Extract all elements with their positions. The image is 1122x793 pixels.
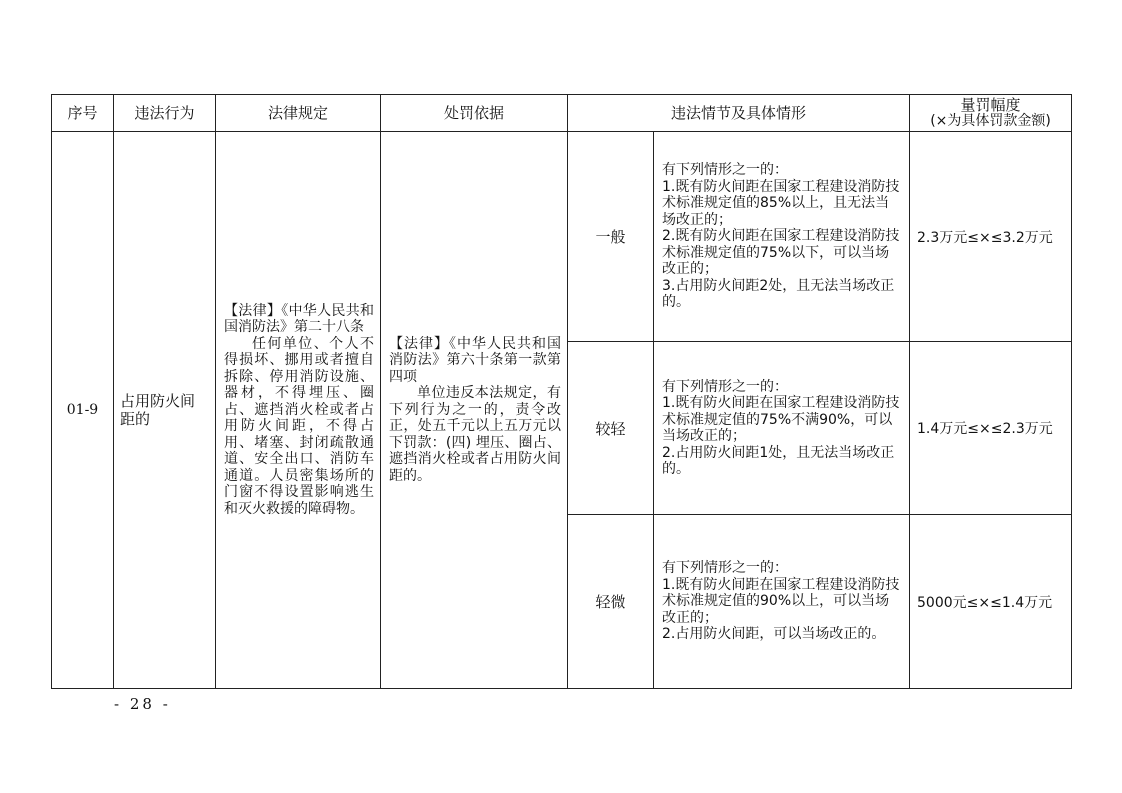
level-label: 一般 xyxy=(568,132,654,342)
header-act: 违法行为 xyxy=(114,95,216,132)
law-body: 任何单位、个人不得损坏、挪用或者擅自拆除、停用消防设施、器材，不得埋压、圈占、遮挡消火栓或者占用防火间距，不得占用、堵塞、封闭疏散通道、安全出口、消防车通道。人员密集场所的门窗不得设置影响逃生和灭火救援的障碍物。 xyxy=(224,335,374,517)
table-row xyxy=(52,132,1072,342)
header-basis: 处罚依据 xyxy=(381,95,568,132)
level-label: 较轻 xyxy=(568,342,654,515)
header-circumstances: 违法情节及具体情形 xyxy=(568,95,910,132)
header-law: 法律规定 xyxy=(216,95,381,132)
detail-line: 1.既有防火间距在国家工程建设消防技术标准规定值的85%以上，且无法当场改正的； xyxy=(662,178,900,228)
fine-amount: 5000元≤×≤1.4万元 xyxy=(910,515,1072,689)
record-act: 占用防火间距的 xyxy=(114,132,216,689)
level-label: 轻微 xyxy=(568,515,654,689)
header-range-note: (×为具体罚款金额) xyxy=(930,113,1051,129)
record-basis xyxy=(381,132,568,689)
detail-line: 2.占用防火间距1处，且无法当场改正的。 xyxy=(662,444,895,477)
header-range xyxy=(910,95,1072,132)
level-detail xyxy=(654,132,910,342)
fine-amount: 2.3万元≤×≤3.2万元 xyxy=(910,132,1072,342)
detail-line: 3.占用防火间距2处，且无法当场改正的。 xyxy=(662,277,895,311)
record-code: 01-9 xyxy=(52,132,114,689)
detail-line: 有下列情形之一的： xyxy=(662,162,788,179)
detail-line: 2.占用防火间距，可以当场改正的。 xyxy=(662,626,886,643)
detail-line: 有下列情形之一的： xyxy=(662,560,788,577)
page-number: - 28 - xyxy=(114,695,171,713)
header-seq: 序号 xyxy=(52,95,114,132)
detail-line: 1.既有防火间距在国家工程建设消防技术标准规定值的90%以上，可以当场改正的； xyxy=(662,576,900,626)
detail-line: 2.既有防火间距在国家工程建设消防技术标准规定值的75%以下，可以当场改正的； xyxy=(662,228,900,278)
law-title: 【法律】《中华人民共和国消防法》第二十八条 xyxy=(224,302,374,336)
header-row xyxy=(52,95,1072,132)
fine-amount: 1.4万元≤×≤2.3万元 xyxy=(910,342,1072,515)
basis-body: 单位违反本法规定，有下列行为之一的，责令改正，处五千元以上五万元以下罚款：(四) 埋压、圈占、遮挡消火栓或者占用防火间距的。 xyxy=(389,385,561,484)
record-law xyxy=(216,132,381,689)
detail-line: 1.既有防火间距在国家工程建设消防技术标准规定值的75%不满90%，可以当场改正的； xyxy=(662,395,900,444)
level-detail xyxy=(654,515,910,689)
basis-title: 【法律】《中华人民共和国消防法》第六十条第一款第四项 xyxy=(389,335,561,385)
header-range-title: 量罚幅度 xyxy=(960,96,1021,114)
penalty-table xyxy=(51,94,1072,689)
detail-line: 有下列情形之一的： xyxy=(662,378,788,395)
level-detail xyxy=(654,342,910,515)
